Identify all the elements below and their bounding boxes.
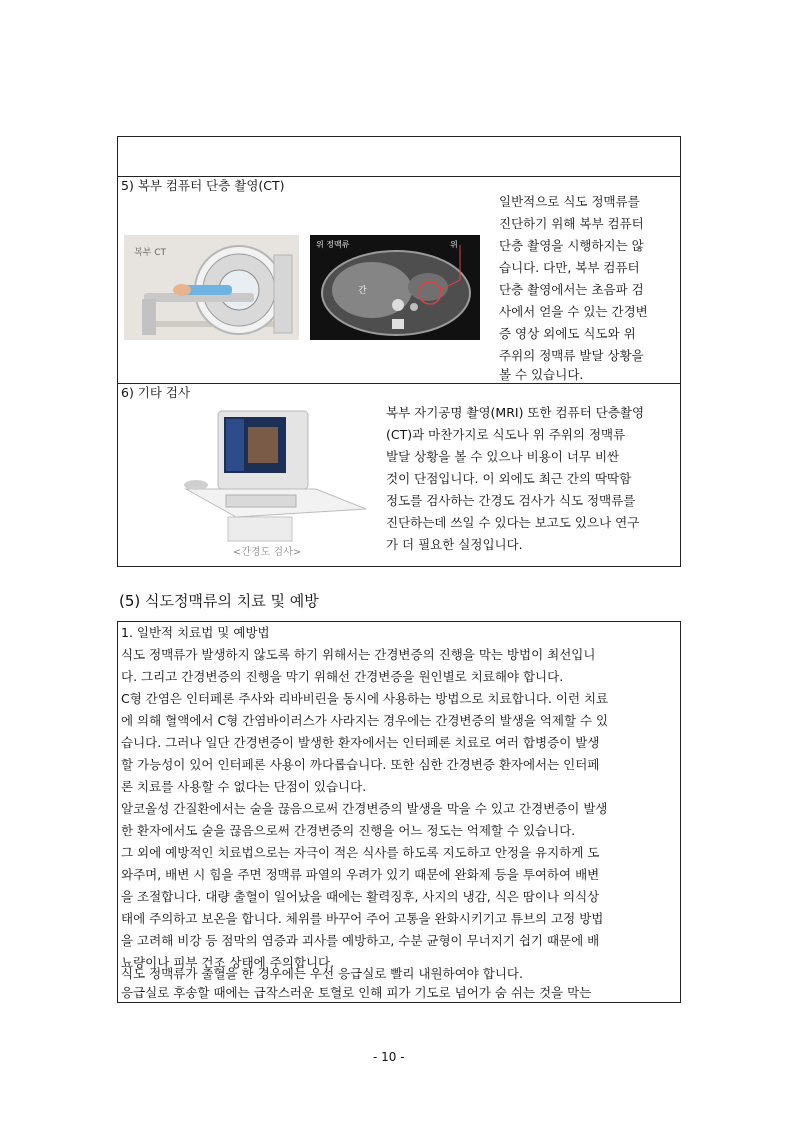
fibroscan-caption: <간경도 검사> bbox=[232, 547, 302, 558]
treatment-title: 1. 일반적 치료법 및 예방법 bbox=[121, 625, 270, 640]
sec6-line: 복부 자기공명 촬영(MRI) 또한 컴퓨터 단층촬영 bbox=[386, 405, 645, 420]
treatment-line: 론 치료를 사용할 수 없다는 단점이 있습니다. bbox=[121, 779, 367, 794]
treatment-line: 습니다. 그러나 일단 간경변증이 발생한 환자에서는 인터페론 치료로 여러 합병증이 발생 bbox=[121, 735, 600, 750]
sec5-line: 습니다. 다만, 복부 컴퓨터 bbox=[499, 260, 640, 275]
sec6-line: (CT)과 마찬가지로 식도나 위 주위의 정맥류 bbox=[386, 427, 626, 442]
section-heading: (5) 식도정맥류의 치료 및 예방 bbox=[119, 592, 319, 610]
sec5-line: 단층 촬영에서는 초음파 검 bbox=[499, 282, 644, 297]
sec6-line: 발달 상황을 볼 수 있으나 비용이 너무 비싼 bbox=[386, 449, 620, 464]
scan-label-left: 위 정맥류 bbox=[316, 240, 350, 249]
treatment-line: 알코올성 간질환에서는 술을 끊음으로써 간경변증의 발생을 막을 수 있고 간경변증이 발생 bbox=[121, 801, 608, 816]
fibroscan-device-image bbox=[166, 405, 369, 560]
sec5-line: 일반적으로 식도 정맥류를 bbox=[499, 194, 640, 209]
treatment-line: C형 간염은 인터페론 주사와 리바비린을 동시에 사용하는 방법으로 치료합니다. 이런 치료 bbox=[121, 691, 609, 706]
treatment-line: 와주며, 배변 시 힘을 주면 정맥류 파열의 우려가 있기 때문에 완화제 등을 투여하여 배변 bbox=[121, 867, 600, 882]
sec5-title: 5) 복부 컴퓨터 단층 촬영(CT) bbox=[121, 178, 285, 193]
treatment-line: 에 의해 혈액에서 C형 간염바이러스가 사라지는 경우에는 간경변증의 발생을 억제할 수 있 bbox=[121, 713, 609, 728]
treatment-line: 뇨량이나 피부 건조 상태에 주의합니다. bbox=[121, 955, 335, 970]
treatment-line: 응급실로 후송할 때에는 급작스러운 토혈로 인해 피가 기도로 넘어가 숨 쉬는 것을 막는 bbox=[121, 985, 592, 1000]
sec6-line: 진단하는데 쓰일 수 있다는 보고도 있으나 연구 bbox=[386, 515, 640, 530]
ct-scanner-label: 복부 CT bbox=[134, 248, 167, 258]
sec6-title: 6) 기타 검사 bbox=[121, 385, 191, 400]
treatment-line: 을 조절합니다. 대량 출혈이 일어났을 때에는 활력징후, 사지의 냉감, 식은 땀이나 의식상 bbox=[121, 889, 600, 904]
sec5-line: 단층 촬영을 시행하지는 않 bbox=[499, 238, 644, 253]
treatment-line: 다. 그리고 간경변증의 진행을 막기 위해선 간경변증을 원인별로 치료해야 합니다. bbox=[121, 669, 564, 684]
sec6-line: 가 더 필요한 실정입니다. bbox=[386, 537, 523, 552]
ct-scanner-image bbox=[124, 235, 299, 340]
sec5-line: 사에서 얻을 수 있는 간경변 bbox=[499, 304, 648, 319]
scan-label-right: 위 bbox=[450, 240, 458, 249]
scan-label-center: 간 bbox=[358, 286, 367, 296]
sec5-line: 주위의 정맥류 발달 상황을 bbox=[499, 348, 644, 363]
treatment-line: 을 고려해 비강 등 점막의 염증과 괴사를 예방하고, 수분 균형이 무너지기 쉽기 때문에 배 bbox=[121, 933, 600, 948]
table-divider bbox=[117, 176, 681, 177]
sec5-line: 증 영상 외에도 식도와 위 bbox=[499, 326, 636, 341]
treatment-line: 그 외에 예방적인 치료법으로는 자극이 적은 식사를 하도록 지도하고 안정을 유지하게 도 bbox=[121, 845, 600, 860]
treatment-line: 식도 정맥류가 발생하지 않도록 하기 위해서는 간경변증의 진행을 막는 방법이 최선입니 bbox=[121, 647, 596, 662]
sec6-line: 정도를 검사하는 간경도 검사가 식도 정맥류를 bbox=[386, 493, 636, 508]
sec6-line: 것이 단점입니다. 이 외에도 최근 간의 딱딱함 bbox=[386, 471, 632, 486]
treatment-line: 한 환자에서도 술을 끊음으로써 간경변증의 진행을 어느 정도는 억제할 수 있습니다. bbox=[121, 823, 576, 838]
treatment-line: 태에 주의하고 보온을 합니다. 체위를 바꾸어 주어 고통을 완화시키기고 튜브의 고정 방법 bbox=[121, 911, 604, 926]
treatment-line: 할 가능성이 있어 인터페론 사용이 까다롭습니다. 또한 심한 간경변증 환자에서는 인터페 bbox=[121, 757, 600, 772]
treatment-line: 식도 정맥류가 출혈을 한 경우에는 우선 응급실로 빨리 내원하여야 합니다. bbox=[121, 966, 523, 981]
ct-scan-image bbox=[310, 235, 480, 340]
sec5-line: 볼 수 있습니다. bbox=[499, 367, 584, 382]
table-divider bbox=[117, 383, 681, 384]
sec5-line: 진단하기 위해 복부 컴퓨터 bbox=[499, 216, 644, 231]
page-number: - 10 - bbox=[373, 1050, 405, 1064]
